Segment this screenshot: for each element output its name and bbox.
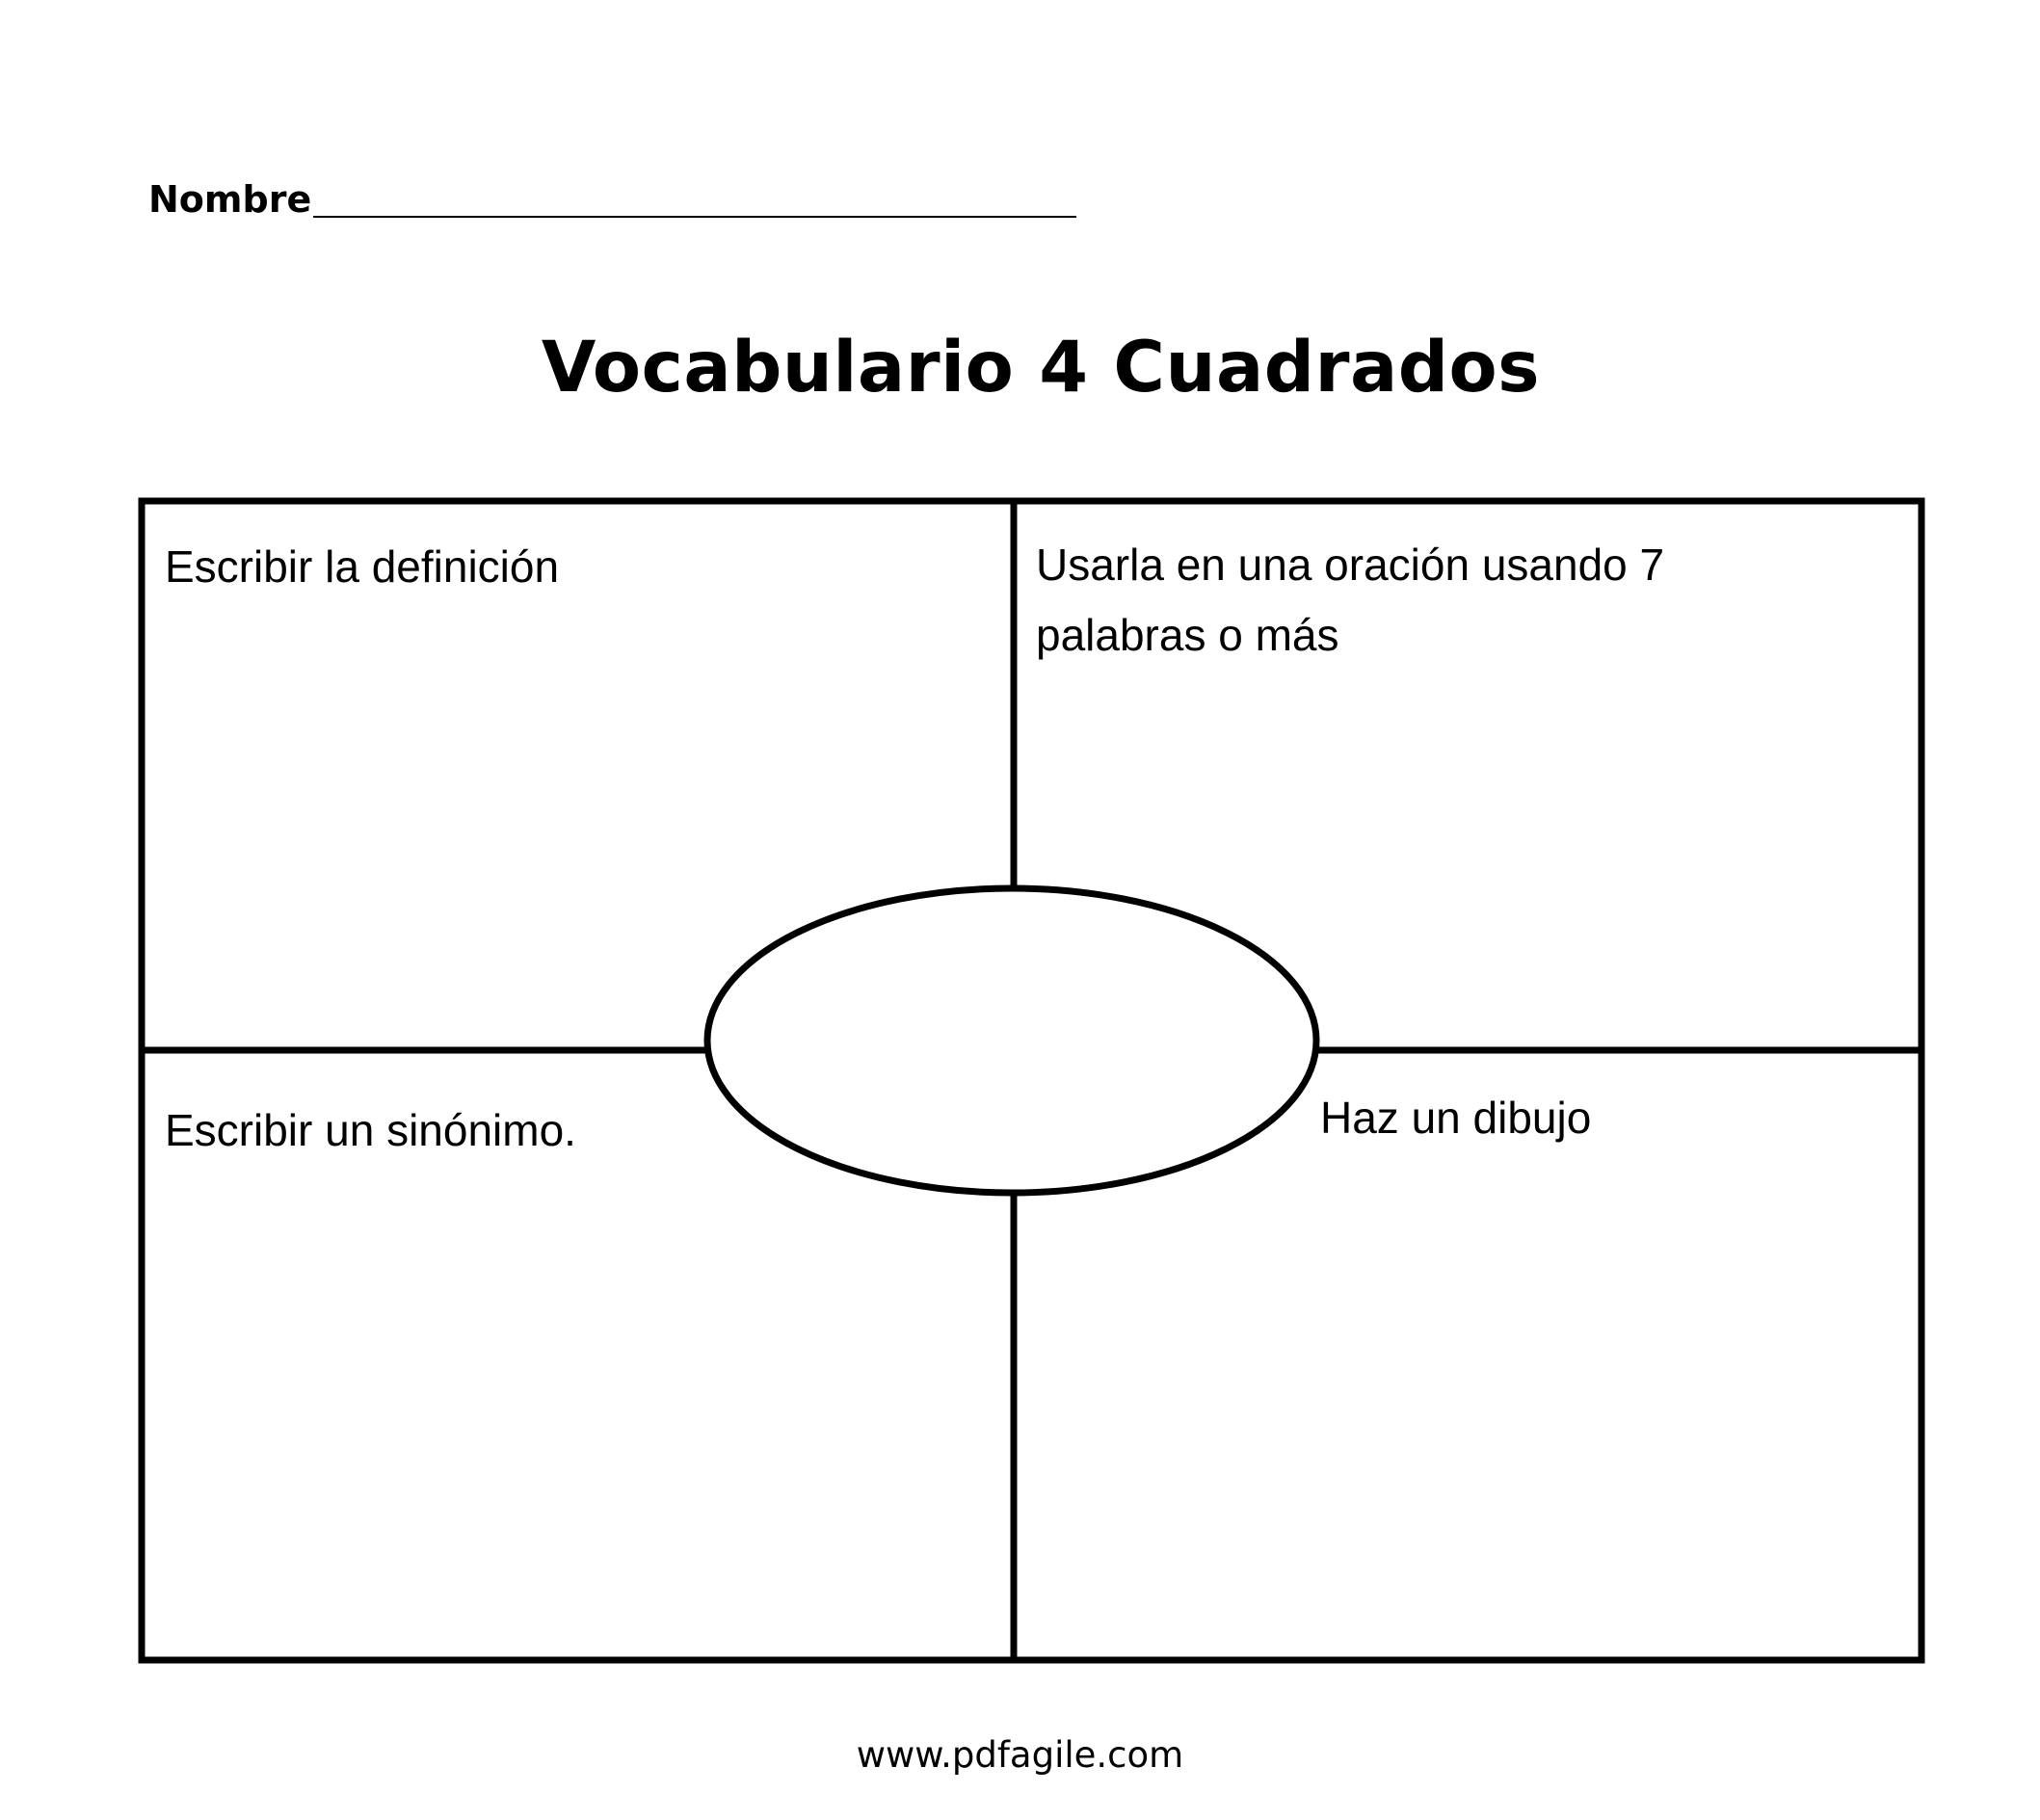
quadrant-label-synonym: Escribir un sinónimo. [165, 1105, 576, 1155]
name-label: Nombre [148, 178, 312, 221]
footer-url: www.pdfagile.com [856, 1734, 1184, 1776]
center-oval[interactable] [707, 888, 1316, 1193]
quadrant-label-sentence: Usarla en una oración usando 7 palabras o más [1036, 540, 1665, 660]
quadrant-label-drawing: Haz un dibujo [1320, 1093, 1592, 1143]
page-title: Vocabulario 4 Cuadrados [541, 327, 1541, 409]
quadrant-label-definition: Escribir la definición [165, 541, 560, 592]
